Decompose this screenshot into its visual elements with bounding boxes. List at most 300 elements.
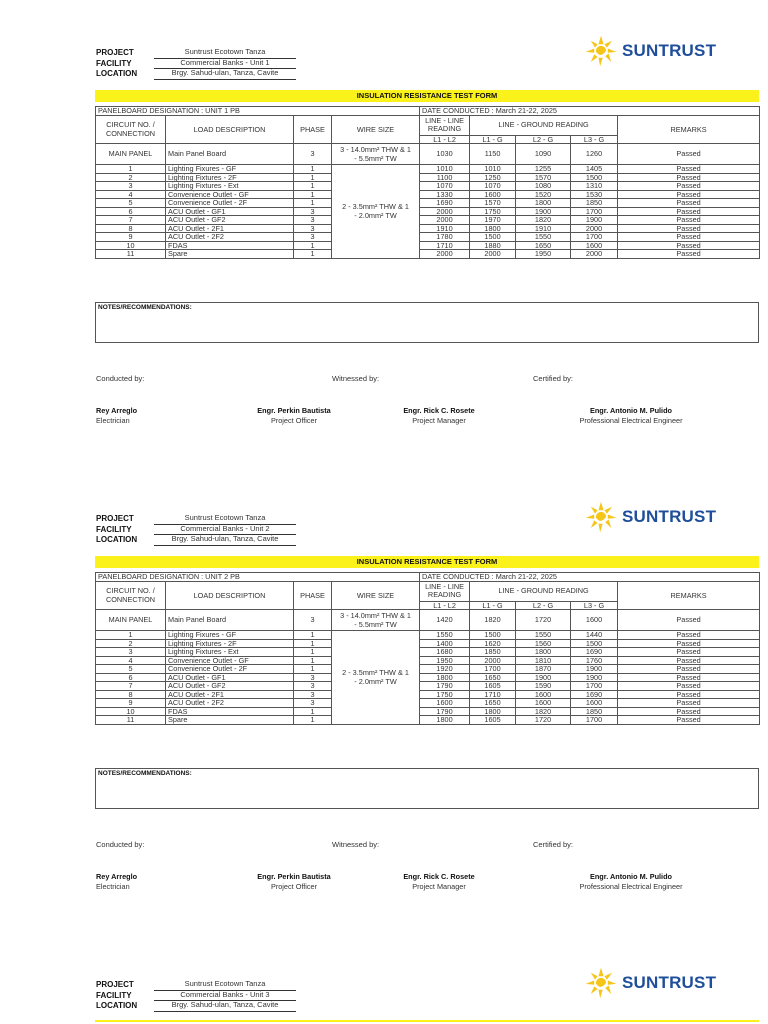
cell-phase: 3 bbox=[294, 610, 332, 631]
cell-load: Lighting Fixures - GF bbox=[166, 631, 294, 640]
cell-ll: 1800 bbox=[420, 673, 470, 682]
cell-remarks: Passed bbox=[618, 190, 760, 199]
insulation-table bbox=[95, 106, 760, 259]
col-ll-reading: LINE - LINE READING bbox=[420, 115, 470, 135]
cell-load: ACU Outlet - GF2 bbox=[166, 216, 294, 225]
cell-circuit: MAIN PANEL bbox=[96, 610, 166, 631]
cell-l3g: 1690 bbox=[571, 690, 618, 699]
cell-circuit: 9 bbox=[96, 233, 166, 242]
cell-remarks: Passed bbox=[618, 250, 760, 259]
cell-l3g: 1850 bbox=[571, 199, 618, 208]
location-label: LOCATION bbox=[96, 69, 138, 78]
cell-load: Lighting Fixtures - Ext bbox=[166, 648, 294, 657]
cell-circuit: 5 bbox=[96, 199, 166, 208]
signatory-role: Project Officer bbox=[270, 882, 318, 891]
cell-circuit: 3 bbox=[96, 648, 166, 657]
cell-l1g: 1880 bbox=[470, 241, 516, 250]
col-phase: PHASE bbox=[294, 581, 332, 610]
cell-ll: 1950 bbox=[420, 656, 470, 665]
cell-remarks: Passed bbox=[618, 639, 760, 648]
cell-remarks: Passed bbox=[618, 241, 760, 250]
cell-l1g: 1620 bbox=[470, 639, 516, 648]
witnessed-by-label: Witnessed by: bbox=[332, 374, 380, 383]
table-row bbox=[96, 216, 760, 225]
cell-remarks: Passed bbox=[618, 224, 760, 233]
notes-box: NOTES/RECOMMENDATIONS: bbox=[95, 768, 759, 809]
cell-phase: 3 bbox=[294, 690, 332, 699]
cell-ll: 1010 bbox=[420, 165, 470, 174]
cell-l3g: 1440 bbox=[571, 631, 618, 640]
cell-l3g: 2000 bbox=[571, 224, 618, 233]
cell-circuit: 5 bbox=[96, 665, 166, 674]
signatory-role: Project Manager bbox=[412, 416, 466, 425]
table-row bbox=[96, 699, 760, 708]
cell-l3g: 1500 bbox=[571, 173, 618, 182]
cell-phase: 3 bbox=[294, 673, 332, 682]
suntrust-logo bbox=[584, 966, 716, 1000]
cell-l2g: 1570 bbox=[516, 173, 571, 182]
location-label: LOCATION bbox=[96, 1001, 138, 1010]
cell-load: ACU Outlet - GF2 bbox=[166, 682, 294, 691]
location-value: Brgy. Sahud-ulan, Tanza, Cavite bbox=[154, 1000, 296, 1012]
cell-l2g: 1600 bbox=[516, 699, 571, 708]
cell-l1g: 1800 bbox=[470, 224, 516, 233]
table-row bbox=[96, 716, 760, 725]
facility-value: Commercial Banks - Unit 2 bbox=[154, 524, 296, 536]
cell-wire: 3 - 14.0mm² THW & 1 - 5.5mm² TW bbox=[332, 144, 420, 165]
project-value: Suntrust Ecotown Tanza bbox=[154, 513, 296, 525]
cell-ll: 1710 bbox=[420, 241, 470, 250]
cell-load: FDAS bbox=[166, 241, 294, 250]
cell-ll: 2000 bbox=[420, 250, 470, 259]
table-row bbox=[96, 707, 760, 716]
cell-wire: 3 - 14.0mm² THW & 1 - 5.5mm² TW bbox=[332, 610, 420, 631]
table-row bbox=[96, 656, 760, 665]
col-ll-reading: LINE - LINE READING bbox=[420, 581, 470, 601]
cell-l2g: 1810 bbox=[516, 656, 571, 665]
cell-remarks: Passed bbox=[618, 216, 760, 225]
table-row bbox=[96, 199, 760, 208]
cell-branch-wire: 2 - 3.5mm² THW & 1 - 2.0mm² TW bbox=[332, 631, 420, 725]
cell-phase: 1 bbox=[294, 199, 332, 208]
col-l1g: L1 - G bbox=[470, 601, 516, 610]
cell-phase: 1 bbox=[294, 716, 332, 725]
cell-load: Main Panel Board bbox=[166, 610, 294, 631]
cell-l1g: 1070 bbox=[470, 182, 516, 191]
cell-l1g: 1800 bbox=[470, 707, 516, 716]
cell-remarks: Passed bbox=[618, 165, 760, 174]
cell-ll: 1790 bbox=[420, 682, 470, 691]
signatory-name: Engr. Antonio M. Pulido bbox=[589, 406, 672, 415]
table-row bbox=[96, 173, 760, 182]
cell-l2g: 1560 bbox=[516, 639, 571, 648]
cell-circuit: 10 bbox=[96, 241, 166, 250]
panel-designation: PANELBOARD DESIGNATION : UNIT 1 PB bbox=[96, 107, 420, 116]
cell-phase: 3 bbox=[294, 699, 332, 708]
cell-l1g: 1650 bbox=[470, 699, 516, 708]
sun-icon bbox=[584, 500, 618, 534]
project-header bbox=[96, 980, 296, 1012]
cell-phase: 1 bbox=[294, 165, 332, 174]
cell-load: FDAS bbox=[166, 707, 294, 716]
cell-l3g: 1700 bbox=[571, 716, 618, 725]
cell-l3g: 1850 bbox=[571, 707, 618, 716]
cell-circuit: 6 bbox=[96, 673, 166, 682]
cell-load: ACU Outlet - GF1 bbox=[166, 207, 294, 216]
date-conducted: DATE CONDUCTED : March 21-22, 2025 bbox=[420, 573, 760, 582]
cell-circuit: 8 bbox=[96, 690, 166, 699]
cell-load: Lighting Fixures - GF bbox=[166, 165, 294, 174]
cell-circuit: 2 bbox=[96, 639, 166, 648]
cell-ll: 1800 bbox=[420, 716, 470, 725]
cell-ll: 2000 bbox=[420, 207, 470, 216]
cell-phase: 1 bbox=[294, 656, 332, 665]
facility-label: FACILITY bbox=[96, 990, 132, 1000]
brand-name: SUNTRUST bbox=[622, 973, 717, 992]
cell-l3g: 1530 bbox=[571, 190, 618, 199]
cell-l3g: 1700 bbox=[571, 233, 618, 242]
cell-l2g: 1720 bbox=[516, 610, 571, 631]
cell-l1g: 1970 bbox=[470, 216, 516, 225]
facility-label: FACILITY bbox=[96, 58, 132, 68]
table-row bbox=[96, 648, 760, 657]
cell-load: Convenience Outlet - GF bbox=[166, 190, 294, 199]
cell-circuit: 11 bbox=[96, 250, 166, 259]
date-conducted: DATE CONDUCTED : March 21-22, 2025 bbox=[420, 107, 760, 116]
cell-l1g: 1010 bbox=[470, 165, 516, 174]
cell-remarks: Passed bbox=[618, 199, 760, 208]
col-circuit: CIRCUIT NO. / CONNECTION bbox=[96, 581, 166, 610]
cell-ll: 1750 bbox=[420, 690, 470, 699]
cell-l1g: 1500 bbox=[470, 233, 516, 242]
cell-l3g: 1500 bbox=[571, 639, 618, 648]
cell-remarks: Passed bbox=[618, 707, 760, 716]
sun-icon bbox=[584, 34, 618, 68]
cell-l1g: 1710 bbox=[470, 690, 516, 699]
cell-phase: 3 bbox=[294, 682, 332, 691]
cell-phase: 1 bbox=[294, 648, 332, 657]
table-row bbox=[96, 673, 760, 682]
signatory-name: Engr. Antonio M. Pulido bbox=[589, 872, 672, 881]
col-l2g: L2 - G bbox=[516, 601, 571, 610]
cell-phase: 1 bbox=[294, 639, 332, 648]
cell-phase: 1 bbox=[294, 241, 332, 250]
cell-remarks: Passed bbox=[618, 207, 760, 216]
cell-ll: 1680 bbox=[420, 648, 470, 657]
cell-l1g: 1150 bbox=[470, 144, 516, 165]
table-row bbox=[96, 665, 760, 674]
cell-circuit: 10 bbox=[96, 707, 166, 716]
sun-icon bbox=[584, 966, 618, 1000]
cell-l2g: 1255 bbox=[516, 165, 571, 174]
table-row bbox=[96, 207, 760, 216]
cell-l1g: 1700 bbox=[470, 665, 516, 674]
cell-remarks: Passed bbox=[618, 610, 760, 631]
cell-l2g: 1900 bbox=[516, 207, 571, 216]
cell-phase: 1 bbox=[294, 707, 332, 716]
cell-l3g: 1760 bbox=[571, 656, 618, 665]
cell-ll: 1920 bbox=[420, 665, 470, 674]
conducted-by-label: Conducted by: bbox=[96, 840, 145, 849]
cell-ll: 1100 bbox=[420, 173, 470, 182]
cell-l2g: 1720 bbox=[516, 716, 571, 725]
cell-load: Lighting Fixtures - Ext bbox=[166, 182, 294, 191]
main-panel-row bbox=[96, 144, 760, 165]
cell-load: ACU Outlet - 2F1 bbox=[166, 224, 294, 233]
cell-circuit: 3 bbox=[96, 182, 166, 191]
cell-remarks: Passed bbox=[618, 699, 760, 708]
table-row bbox=[96, 639, 760, 648]
cell-load: Spare bbox=[166, 250, 294, 259]
cell-circuit: 1 bbox=[96, 631, 166, 640]
cell-ll: 1780 bbox=[420, 233, 470, 242]
cell-ll: 1330 bbox=[420, 190, 470, 199]
cell-ll: 2000 bbox=[420, 216, 470, 225]
col-l2g: L2 - G bbox=[516, 135, 571, 144]
cell-l1g: 1600 bbox=[470, 190, 516, 199]
cell-ll: 1400 bbox=[420, 639, 470, 648]
cell-phase: 3 bbox=[294, 216, 332, 225]
cell-ll: 1070 bbox=[420, 182, 470, 191]
cell-remarks: Passed bbox=[618, 648, 760, 657]
cell-l3g: 1600 bbox=[571, 699, 618, 708]
cell-circuit: 11 bbox=[96, 716, 166, 725]
cell-phase: 3 bbox=[294, 207, 332, 216]
cell-l2g: 1820 bbox=[516, 707, 571, 716]
cell-load: ACU Outlet - 2F2 bbox=[166, 233, 294, 242]
cell-l1g: 1605 bbox=[470, 716, 516, 725]
table-row bbox=[96, 224, 760, 233]
cell-remarks: Passed bbox=[618, 656, 760, 665]
cell-l2g: 1950 bbox=[516, 250, 571, 259]
cell-phase: 3 bbox=[294, 224, 332, 233]
cell-l3g: 1600 bbox=[571, 241, 618, 250]
panel-designation: PANELBOARD DESIGNATION : UNIT 2 PB bbox=[96, 573, 420, 582]
col-wire: WIRE SIZE bbox=[332, 581, 420, 610]
project-header bbox=[96, 514, 296, 546]
cell-phase: 3 bbox=[294, 233, 332, 242]
cell-remarks: Passed bbox=[618, 173, 760, 182]
cell-l1g: 2000 bbox=[470, 656, 516, 665]
cell-load: ACU Outlet - GF1 bbox=[166, 673, 294, 682]
cell-load: Spare bbox=[166, 716, 294, 725]
col-load: LOAD DESCRIPTION bbox=[166, 115, 294, 144]
cell-load: Convenience Outlet - GF bbox=[166, 656, 294, 665]
signatory-name: Engr. Perkin Bautista bbox=[257, 406, 331, 415]
location-label: LOCATION bbox=[96, 535, 138, 544]
cell-ll: 1550 bbox=[420, 631, 470, 640]
cell-l2g: 1910 bbox=[516, 224, 571, 233]
cell-l1g: 1820 bbox=[470, 610, 516, 631]
project-label: PROJECT bbox=[96, 514, 134, 523]
facility-value: Commercial Banks - Unit 3 bbox=[154, 990, 296, 1002]
cell-phase: 1 bbox=[294, 190, 332, 199]
cell-ll: 1690 bbox=[420, 199, 470, 208]
table-row bbox=[96, 631, 760, 640]
project-label: PROJECT bbox=[96, 980, 134, 989]
cell-remarks: Passed bbox=[618, 631, 760, 640]
witnessed-by-label: Witnessed by: bbox=[332, 840, 380, 849]
certified-by-label: Certified by: bbox=[533, 374, 574, 383]
cell-l2g: 1800 bbox=[516, 648, 571, 657]
cell-remarks: Passed bbox=[618, 716, 760, 725]
table-row bbox=[96, 190, 760, 199]
col-lg-reading: LINE - GROUND READING bbox=[470, 115, 618, 135]
cell-l1g: 1605 bbox=[470, 682, 516, 691]
table-row bbox=[96, 690, 760, 699]
cell-l1g: 1250 bbox=[470, 173, 516, 182]
cell-circuit: 6 bbox=[96, 207, 166, 216]
partial-title-bar bbox=[95, 1020, 759, 1022]
signatory-name: Engr. Rick C. Rosete bbox=[403, 406, 475, 415]
signatory-role: Project Officer bbox=[270, 416, 318, 425]
certified-by-label: Certified by: bbox=[533, 840, 574, 849]
cell-l3g: 1310 bbox=[571, 182, 618, 191]
col-circuit: CIRCUIT NO. / CONNECTION bbox=[96, 115, 166, 144]
cell-remarks: Passed bbox=[618, 690, 760, 699]
cell-load: Lighting Fixtures - 2F bbox=[166, 173, 294, 182]
cell-l1g: 1850 bbox=[470, 648, 516, 657]
table-row bbox=[96, 250, 760, 259]
cell-remarks: Passed bbox=[618, 682, 760, 691]
notes-box: NOTES/RECOMMENDATIONS: bbox=[95, 302, 759, 343]
cell-phase: 3 bbox=[294, 144, 332, 165]
signatory-role: Professional Electrical Engineer bbox=[579, 416, 683, 425]
cell-l3g: 1690 bbox=[571, 648, 618, 657]
cell-l1g: 1650 bbox=[470, 673, 516, 682]
brand-name: SUNTRUST bbox=[622, 41, 717, 60]
project-header bbox=[96, 48, 296, 80]
cell-circuit: 4 bbox=[96, 190, 166, 199]
cell-l3g: 1405 bbox=[571, 165, 618, 174]
table-row bbox=[96, 233, 760, 242]
table-row bbox=[96, 165, 760, 174]
project-label: PROJECT bbox=[96, 48, 134, 57]
cell-l2g: 1900 bbox=[516, 673, 571, 682]
location-value: Brgy. Sahud-ulan, Tanza, Cavite bbox=[154, 68, 296, 80]
cell-phase: 1 bbox=[294, 182, 332, 191]
cell-load: Main Panel Board bbox=[166, 144, 294, 165]
signatory-name: Engr. Perkin Bautista bbox=[257, 872, 331, 881]
insulation-table bbox=[95, 572, 760, 725]
facility-value: Commercial Banks - Unit 1 bbox=[154, 58, 296, 70]
cell-ll: 1420 bbox=[420, 610, 470, 631]
signatory-role: Electrician bbox=[96, 882, 130, 891]
cell-remarks: Passed bbox=[618, 233, 760, 242]
panel-date-row bbox=[96, 573, 760, 582]
cell-l2g: 1870 bbox=[516, 665, 571, 674]
facility-label: FACILITY bbox=[96, 524, 132, 534]
cell-l2g: 1650 bbox=[516, 241, 571, 250]
col-lg-reading: LINE - GROUND READING bbox=[470, 581, 618, 601]
cell-phase: 1 bbox=[294, 631, 332, 640]
col-load: LOAD DESCRIPTION bbox=[166, 581, 294, 610]
cell-branch-wire: 2 - 3.5mm² THW & 1 - 2.0mm² TW bbox=[332, 165, 420, 259]
panel-date-row bbox=[96, 107, 760, 116]
cell-remarks: Passed bbox=[618, 673, 760, 682]
cell-load: Convenience Outlet - 2F bbox=[166, 199, 294, 208]
cell-l3g: 1260 bbox=[571, 144, 618, 165]
cell-l1g: 2000 bbox=[470, 250, 516, 259]
table-row bbox=[96, 182, 760, 191]
cell-l1g: 1500 bbox=[470, 631, 516, 640]
signatory-role: Professional Electrical Engineer bbox=[579, 882, 683, 891]
cell-l3g: 1900 bbox=[571, 673, 618, 682]
cell-remarks: Passed bbox=[618, 144, 760, 165]
project-value: Suntrust Ecotown Tanza bbox=[154, 979, 296, 991]
col-l1g: L1 - G bbox=[470, 135, 516, 144]
table-row bbox=[96, 241, 760, 250]
location-value: Brgy. Sahud-ulan, Tanza, Cavite bbox=[154, 534, 296, 546]
cell-l2g: 1800 bbox=[516, 199, 571, 208]
col-l3g: L3 - G bbox=[571, 135, 618, 144]
cell-phase: 1 bbox=[294, 173, 332, 182]
cell-circuit: 4 bbox=[96, 656, 166, 665]
signatory-role: Electrician bbox=[96, 416, 130, 425]
cell-l2g: 1820 bbox=[516, 216, 571, 225]
suntrust-logo bbox=[584, 34, 716, 68]
header-row bbox=[96, 115, 760, 135]
cell-circuit: 8 bbox=[96, 224, 166, 233]
header-row bbox=[96, 581, 760, 601]
form-title: INSULATION RESISTANCE TEST FORM bbox=[95, 90, 759, 102]
cell-phase: 1 bbox=[294, 665, 332, 674]
cell-circuit: 7 bbox=[96, 216, 166, 225]
main-panel-row bbox=[96, 610, 760, 631]
cell-l2g: 1080 bbox=[516, 182, 571, 191]
cell-load: ACU Outlet - 2F2 bbox=[166, 699, 294, 708]
cell-circuit: 9 bbox=[96, 699, 166, 708]
cell-remarks: Passed bbox=[618, 665, 760, 674]
cell-l3g: 1600 bbox=[571, 610, 618, 631]
cell-ll: 1910 bbox=[420, 224, 470, 233]
signatory-role: Project Manager bbox=[412, 882, 466, 891]
cell-ll: 1790 bbox=[420, 707, 470, 716]
col-wire: WIRE SIZE bbox=[332, 115, 420, 144]
cell-l1g: 1750 bbox=[470, 207, 516, 216]
col-phase: PHASE bbox=[294, 115, 332, 144]
cell-l2g: 1090 bbox=[516, 144, 571, 165]
table-row bbox=[96, 682, 760, 691]
cell-l3g: 1900 bbox=[571, 216, 618, 225]
conducted-by-label: Conducted by: bbox=[96, 374, 145, 383]
cell-l1g: 1570 bbox=[470, 199, 516, 208]
project-value: Suntrust Ecotown Tanza bbox=[154, 47, 296, 59]
cell-l3g: 2000 bbox=[571, 250, 618, 259]
cell-l2g: 1550 bbox=[516, 631, 571, 640]
cell-load: Lighting Fixtures - 2F bbox=[166, 639, 294, 648]
cell-ll: 1030 bbox=[420, 144, 470, 165]
cell-l3g: 1900 bbox=[571, 665, 618, 674]
col-l1l2: L1 - L2 bbox=[420, 601, 470, 610]
form-title: INSULATION RESISTANCE TEST FORM bbox=[95, 556, 759, 568]
col-l3g: L3 - G bbox=[571, 601, 618, 610]
cell-l3g: 1700 bbox=[571, 682, 618, 691]
cell-circuit: 1 bbox=[96, 165, 166, 174]
suntrust-logo bbox=[584, 500, 716, 534]
cell-remarks: Passed bbox=[618, 182, 760, 191]
cell-circuit: 2 bbox=[96, 173, 166, 182]
col-l1l2: L1 - L2 bbox=[420, 135, 470, 144]
cell-l3g: 1700 bbox=[571, 207, 618, 216]
cell-phase: 1 bbox=[294, 250, 332, 259]
signatory-name: Rey Arreglo bbox=[96, 872, 138, 881]
brand-name: SUNTRUST bbox=[622, 507, 717, 526]
cell-l2g: 1520 bbox=[516, 190, 571, 199]
cell-load: ACU Outlet - 2F1 bbox=[166, 690, 294, 699]
signatory-name: Engr. Rick C. Rosete bbox=[403, 872, 475, 881]
col-remarks: REMARKS bbox=[618, 581, 760, 610]
